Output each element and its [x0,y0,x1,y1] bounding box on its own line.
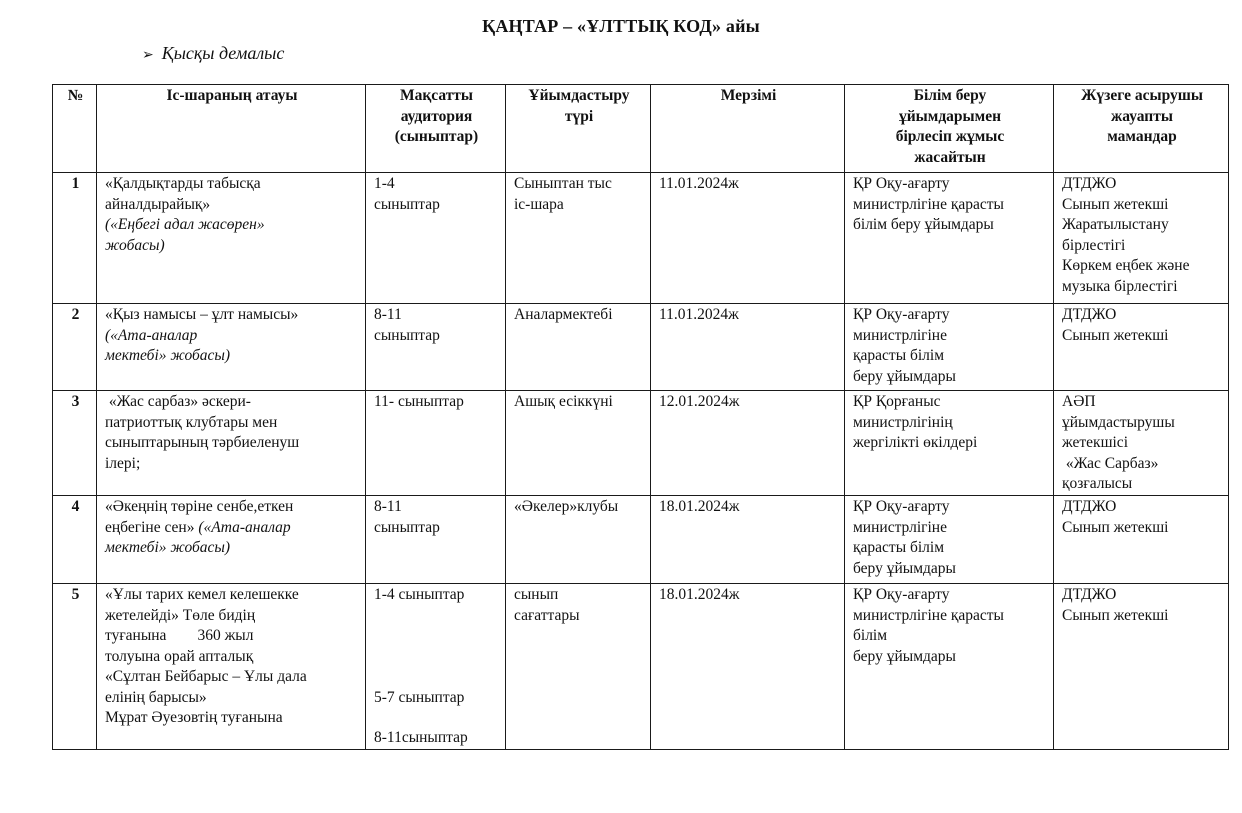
header-num: № [53,85,97,173]
partners-line: ҚР Оқу-ағарту [853,498,950,515]
responsible-line: АӘП [1062,393,1096,410]
responsible-cell [1054,391,1229,496]
form-line: Ашық есіккүні [514,393,613,410]
events-table [52,84,1229,750]
row-number: 1 [53,173,97,304]
audience-line: 11- сыныптар [374,393,464,410]
audience-line: 8-11 [374,498,402,515]
responsible-cell [1054,496,1229,584]
event-name-line: сыныптарының тәрбиеленуш [105,434,300,451]
responsible-line: жетекшісі [1062,434,1128,451]
form-line: Аналармектебі [514,306,613,323]
audience-line: 1-4 [374,175,395,192]
header-line: жауапты [1111,107,1173,125]
partners-cell [845,304,1054,391]
event-name-text: еңбегіне сен» [105,518,195,536]
header-line: мамандар [1107,128,1177,145]
form-line: Сыныптан тыс [514,175,612,192]
partners-cell [845,391,1054,496]
event-name-line: айналдырайық» [105,195,211,213]
form-line: сағаттары [514,606,580,624]
partners-line: ҚР Оқу-ағарту [853,175,950,192]
header-form [506,85,651,173]
row-number: 3 [53,391,97,496]
partners-cell [845,173,1054,304]
form-line: «Әкелер»клубы [514,498,619,515]
partners-line: министрлігіне қарасты [853,195,1004,213]
audience-line: сыныптар [374,326,440,344]
responsible-line: «Жас Сарбаз» [1062,454,1159,472]
row-number: 5 [53,584,97,750]
partners-line: беру ұйымдары [853,367,956,385]
header-audience [366,85,506,173]
partners-line: министрлігінің [853,413,953,431]
header-line: жасайтын [914,148,986,166]
event-name-line: «Әкеңнің төріне сенбе,еткен [105,498,294,515]
event-project-line: жобасы) [105,236,165,254]
event-name-line: Мұрат Әуезовтің туғанына [105,709,283,726]
arrow-bullet-icon: ➢ [142,48,154,63]
responsible-line: Сынып жетекші [1062,606,1169,624]
spacer [374,708,499,728]
header-line: аудитория [400,107,473,125]
form-cell [506,391,651,496]
page-title: ҚАҢТАР – «ҰЛТТЫҚ КОД» айы [482,16,760,36]
event-name-cell [97,304,366,391]
partners-line: министрлігіне қарасты [853,606,1004,624]
event-name-line: «Жас сарбаз» әскери- [105,393,251,410]
event-name-line: толуына орай апталық [105,647,254,665]
event-name-line: елінің барысы» [105,688,207,706]
responsible-line: ДТДЖО [1062,306,1117,323]
header-line: Білім беру [913,87,987,104]
date-cell: 18.01.2024ж [651,584,845,750]
partners-line: ҚР Оқу-ағарту [853,586,950,603]
event-name-cell [97,173,366,304]
responsible-line: Сынып жетекші [1062,326,1169,344]
header-line: ұйымдарымен [898,107,1002,125]
row-number: 4 [53,496,97,584]
audience-line: 5-7 сыныптар [374,688,465,706]
audience-cell [366,304,506,391]
partners-line: қарасты білім [853,539,945,556]
table-row [53,496,1229,584]
header-line: (сыныптар) [394,128,479,145]
header-line: түрі [564,107,594,125]
audience-line: 8-11 [374,306,402,323]
responsible-line: ұйымдастырушы [1062,413,1175,431]
partners-cell [845,496,1054,584]
event-project-inline: («Ата-аналар [198,518,291,536]
partners-line: ҚР Қорғаныс [853,393,941,410]
responsible-line: қозғалысы [1062,475,1133,492]
table-header-row [53,85,1229,173]
partners-line: білім беру ұйымдары [853,216,994,233]
event-project-line: мектебі» жобасы) [105,539,231,556]
responsible-cell [1054,173,1229,304]
partners-line: беру ұйымдары [853,647,956,665]
event-name-line: «Сұлтан Бейбарыс – Ұлы дала [105,668,307,685]
event-project-line: мектебі» жобасы) [105,347,231,364]
event-project-line: («Ата-аналар [105,326,198,344]
table-row [53,584,1229,750]
row-number: 2 [53,304,97,391]
audience-cell [366,584,506,750]
partners-line: жергілікті өкілдері [853,434,978,451]
header-date: Мерзімі [651,85,845,173]
event-name-line: жетелейді» Төле бидің [105,606,256,624]
header-event-name: Іс-шараның атауы [97,85,366,173]
responsible-line: ДТДЖО [1062,175,1117,192]
event-name-line: ілері; [105,454,141,472]
form-cell [506,173,651,304]
event-name-line: «Қалдықтарды табысқа [105,175,261,192]
form-cell [506,496,651,584]
audience-cell [366,391,506,496]
header-line: бірлесіп жұмыс [895,128,1005,145]
responsible-line: Сынып жетекші [1062,195,1169,213]
form-cell [506,304,651,391]
event-name-line: «Ұлы тарих кемел келешекке [105,586,299,603]
event-name-cell [97,584,366,750]
date-cell: 12.01.2024ж [651,391,845,496]
audience-line: сыныптар [374,518,440,536]
responsible-line: бірлестігі [1062,236,1126,254]
form-line: іс-шара [514,195,564,213]
event-name-line: туғанына 360 жыл [105,627,254,644]
section-subtitle [142,43,284,64]
partners-line: министрлігіне [853,518,947,536]
responsible-line: ДТДЖО [1062,586,1117,603]
date-cell: 11.01.2024ж [651,173,845,304]
audience-line: сыныптар [374,195,440,213]
event-name-line: «Қыз намысы – ұлт намысы» [105,306,299,323]
audience-cell [366,173,506,304]
header-line: Ұйымдастыру [528,87,630,104]
audience-line: 8-11сыныптар [374,729,468,746]
event-name-line: патриоттық клубтары мен [105,413,278,431]
partners-line: білім [853,627,888,644]
form-line: сынып [514,586,559,603]
spacer [374,647,499,688]
date-cell: 11.01.2024ж [651,304,845,391]
partners-line: қарасты білім [853,347,945,364]
partners-line: беру ұйымдары [853,559,956,577]
spacer [374,606,499,647]
header-responsible [1054,85,1229,173]
subtitle-text: Қысқы демалыс [161,43,285,63]
table-row [53,173,1229,304]
responsible-line: музыка бірлестігі [1062,277,1178,295]
audience-line: 1-4 сыныптар [374,586,465,603]
responsible-cell [1054,584,1229,750]
date-cell: 18.01.2024ж [651,496,845,584]
responsible-line: Көркем еңбек және [1062,257,1190,274]
responsible-line: Сынып жетекші [1062,518,1169,536]
event-project-line: («Еңбегі адал жасөрен» [105,216,265,233]
event-name-cell [97,496,366,584]
table-row [53,391,1229,496]
responsible-cell [1054,304,1229,391]
header-partners [845,85,1054,173]
header-line: Мақсатты [399,87,474,104]
responsible-line: ДТДЖО [1062,498,1117,515]
event-name-cell [97,391,366,496]
table-row [53,304,1229,391]
partners-line: министрлігіне [853,326,947,344]
audience-cell [366,496,506,584]
partners-cell [845,584,1054,750]
form-cell [506,584,651,750]
header-line: Жүзеге асырушы [1081,87,1203,104]
partners-line: ҚР Оқу-ағарту [853,306,950,323]
responsible-line: Жаратылыстану [1062,216,1169,233]
event-name-line [105,518,359,539]
